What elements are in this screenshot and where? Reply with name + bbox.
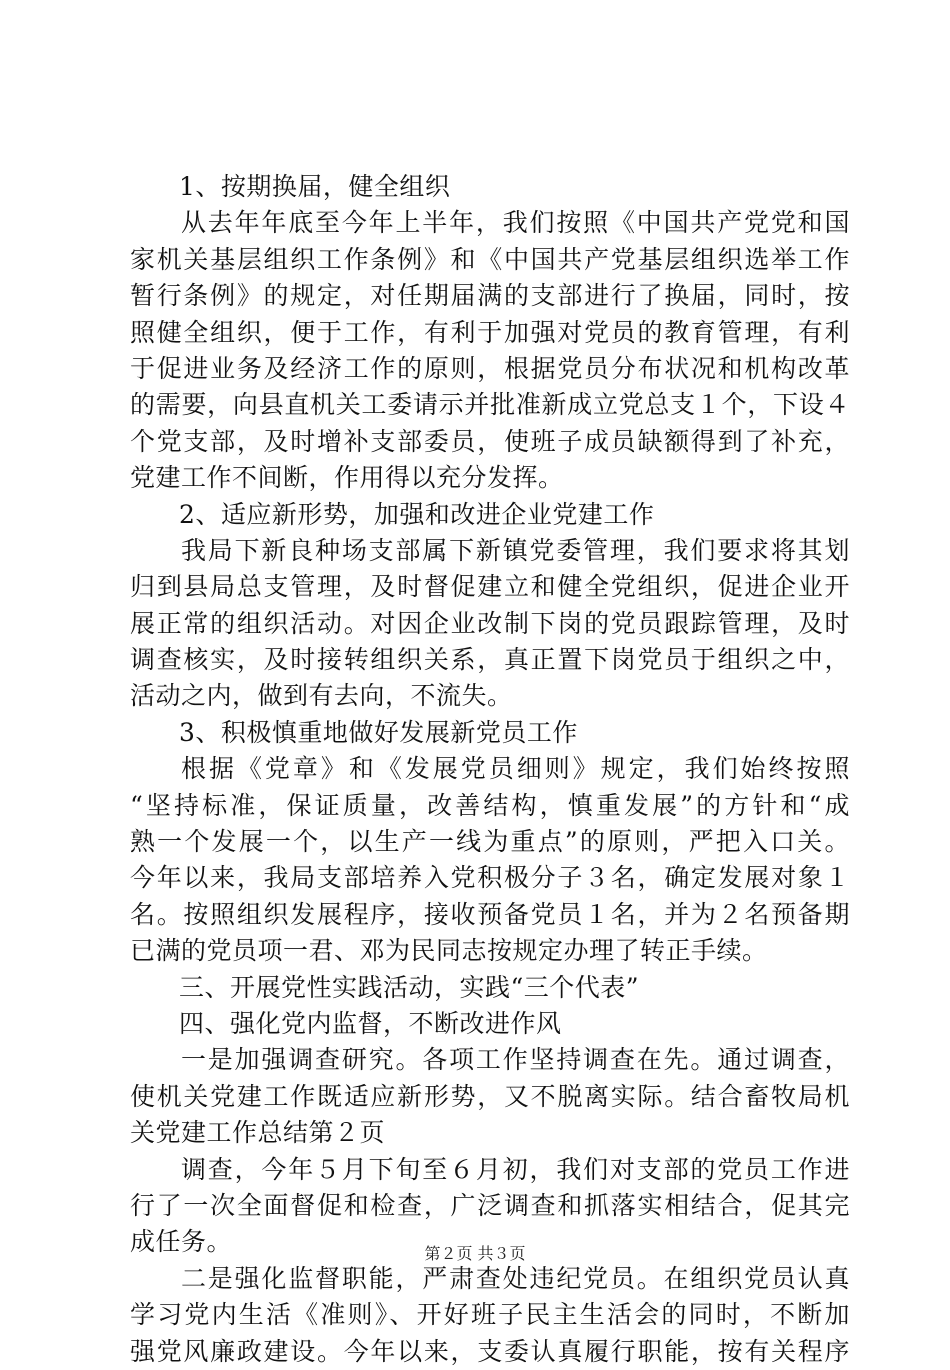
paragraph-line: 调查，今年５月下旬至６月初，我们对支部的党员工作进: [181, 1154, 850, 1184]
section-heading-si: 四、强化党内监督，不断改进作风: [179, 1008, 562, 1038]
paragraph-line: 暂行条例》的规定，对任期届满的支部进行了换届，同时，按: [130, 281, 850, 311]
section-heading-3: 3、积极慎重地做好发展新党员工作: [179, 717, 578, 747]
paragraph-line: 党建工作不间断，作用得以充分发挥。: [130, 463, 564, 493]
paragraph-line: 一是加强调查研究。各项工作坚持调查在先。通过调查，: [181, 1045, 850, 1075]
paragraph-line: 于促进业务及经济工作的原则，根据党员分布状况和机构改革: [130, 353, 850, 383]
paragraph-line: 调查核实，及时接转组织关系，真正置下岗党员于组织之中，: [130, 645, 850, 675]
paragraph-line: 照健全组织，便于工作，有利于加强对党员的教育管理，有利: [130, 317, 850, 347]
paragraph-line: 使机关党建工作既适应新形势，又不脱离实际。结合畜牧局机: [130, 1081, 850, 1111]
paragraph-line: 的需要，向县直机关工委请示并批准新成立党总支１个，下设４: [130, 390, 850, 420]
paragraph-line: 成任务。: [130, 1227, 233, 1257]
paragraph-line: 归到县局总支管理，及时督促建立和健全党组织，促进企业开: [130, 572, 850, 602]
paragraph-line: 学习党内生活《准则》、开好班子民主生活会的同时，不断加: [130, 1300, 850, 1330]
section-heading-2: 2、适应新形势，加强和改进企业党建工作: [179, 499, 655, 529]
paragraph-line: 已满的党员项一君、邓为民同志按规定办理了转正手续。: [130, 936, 768, 966]
document-body: [130, 169, 850, 1370]
paragraph-line: 展正常的组织活动。对因企业改制下岗的党员跟踪管理，及时: [130, 608, 850, 638]
paragraph-line: 二是强化监督职能，严肃查处违纪党员。在组织党员认真: [181, 1263, 850, 1293]
paragraph-line: 我局下新良种场支部属下新镇党委管理，我们要求将其划: [181, 535, 850, 565]
paragraph-line: “坚持标准，保证质量，改善结构，慎重发展”的方针和“成: [130, 790, 850, 820]
paragraph-line: 活动之内，做到有去向，不流失。: [130, 681, 513, 711]
paragraph-line: 个党支部，及时增补支部委员，使班子成员缺额得到了补充，: [130, 426, 850, 456]
paragraph-line: 名。按照组织发展程序，接收预备党员１名，并为２名预备期: [130, 899, 850, 929]
paragraph-line: 家机关基层组织工作条例》和《中国共产党基层组织选举工作: [130, 244, 850, 274]
paragraph-line: 今年以来，我局支部培养入党积极分子３名，确定发展对象１: [130, 863, 850, 893]
paragraph-line: 行了一次全面督促和检查，广泛调查和抓落实相结合，促其完: [130, 1190, 850, 1220]
paragraph-line: 关党建工作总结第２页: [130, 1118, 386, 1148]
paragraph-line: 从去年年底至今年上半年，我们按照《中国共产党党和国: [181, 208, 850, 238]
section-heading-san: 三、开展党性实践活动，实践“三个代表”: [179, 972, 640, 1002]
section-heading-1: 1、按期换届，健全组织: [179, 172, 451, 201]
paragraph-line: 强党风廉政建设。今年以来，支委认真履行职能，按有关程序: [130, 1336, 850, 1366]
paragraph-line: 熟一个发展一个，以生产一线为重点”的原则，严把入口关。: [130, 827, 850, 857]
page-number-footer: 第２页 共３页: [424, 1244, 526, 1263]
paragraph-line: 根据《党章》和《发展党员细则》规定，我们始终按照: [181, 754, 850, 784]
